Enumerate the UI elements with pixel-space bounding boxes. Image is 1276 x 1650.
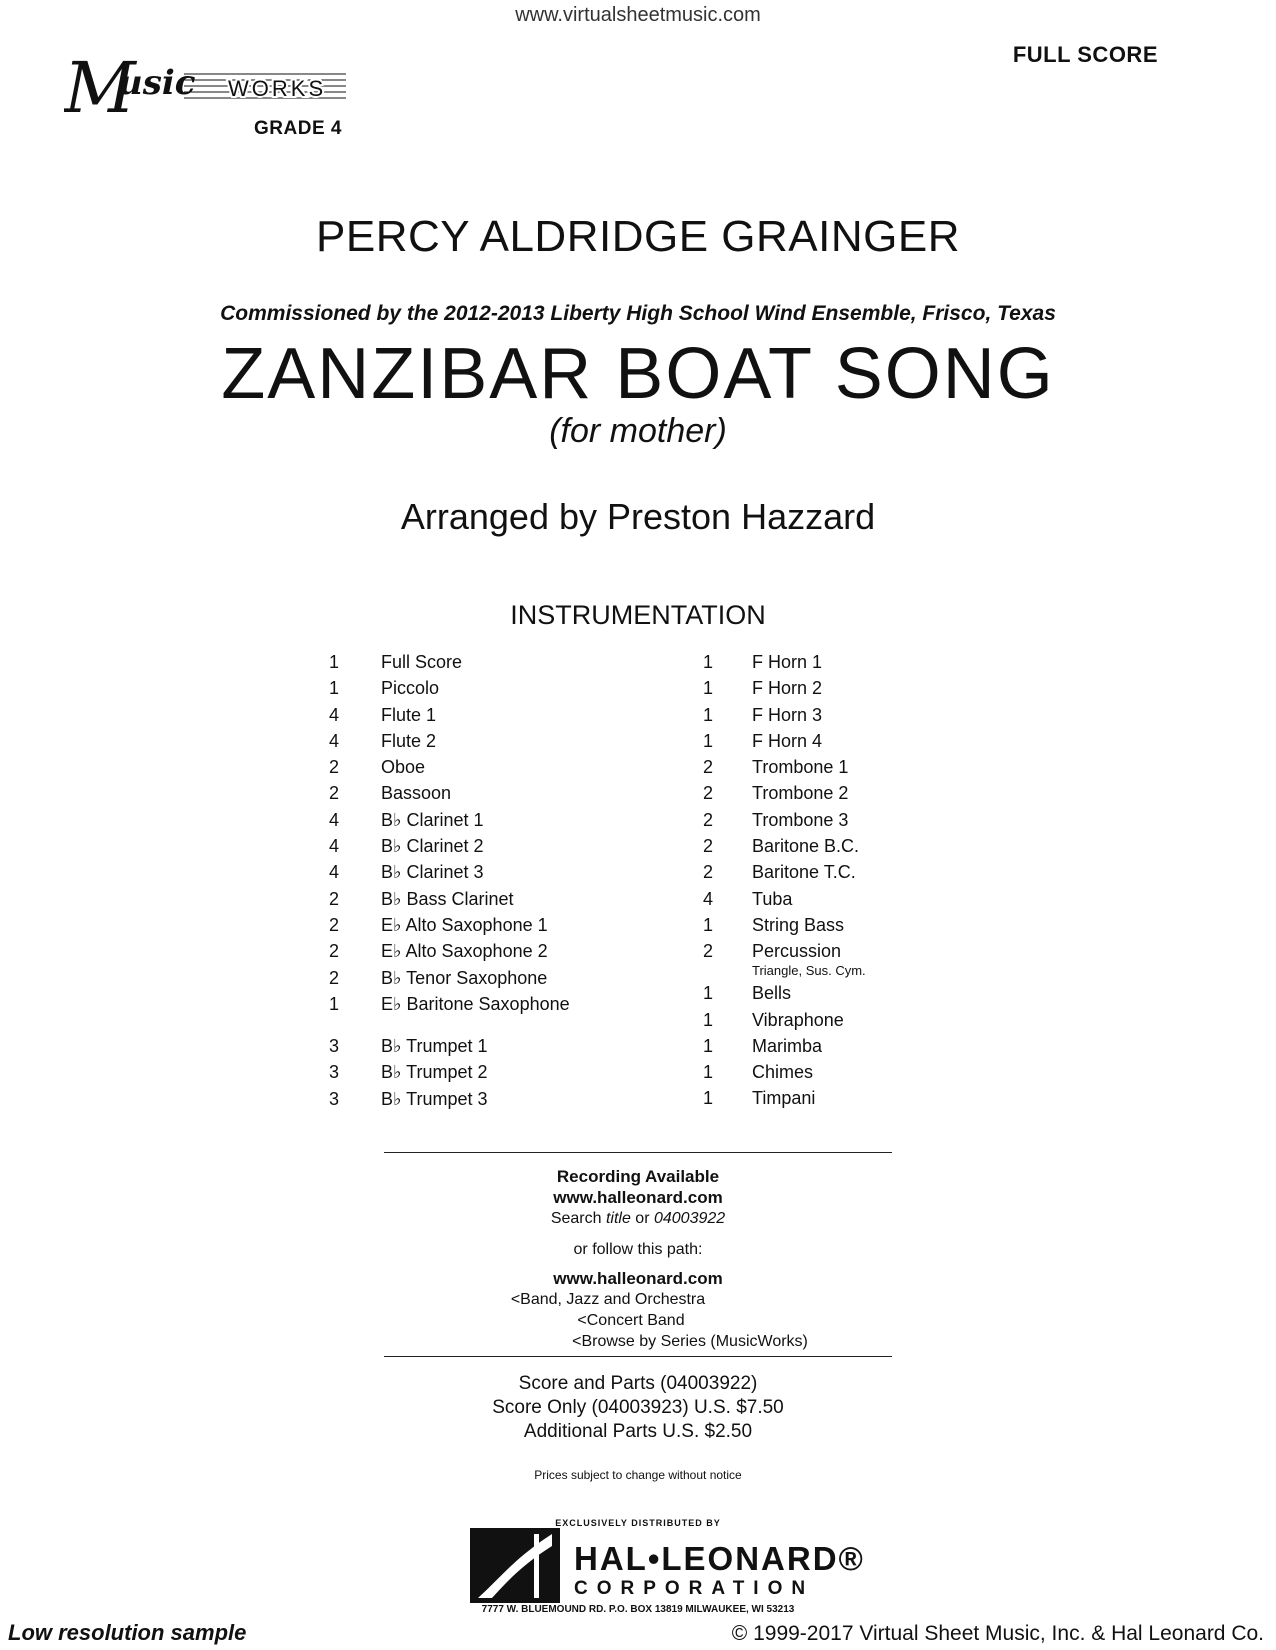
instrument-name: Baritone T.C. [752,862,856,883]
instrument-name: Trombone 3 [752,809,849,830]
instrument-row [324,705,654,731]
instrument-name: Vibraphone [752,1009,844,1030]
instrument-row [324,757,654,783]
instrument-name: B♭ Trumpet 3 [381,1088,488,1109]
instrument-name: Marimba [752,1035,823,1056]
search-prefix: Search [550,1210,606,1227]
instrument-name: F Horn 2 [752,678,823,699]
dedication: (for mother) [549,412,727,450]
instrument-row [698,652,998,678]
instrument-name: Piccolo [381,678,440,699]
instrument-name: B♭ Clarinet 2 [381,836,484,857]
instrument-qty: 1 [702,983,713,1004]
instrument-qty: 2 [328,783,339,804]
instrument-qty: 1 [702,652,713,672]
instrument-name: B♭ Clarinet 3 [381,862,484,883]
path-step-3: <Browse by Series (MusicWorks) [572,1333,808,1350]
low-res-notice: Low resolution sample [8,1620,247,1645]
instrument-name: Baritone B.C. [752,836,860,857]
instrument-qty: 2 [328,967,339,988]
instrument-name: B♭ Bass Clarinet [381,888,514,909]
instrument-name: String Bass [752,914,845,935]
instrument-qty: 1 [328,678,339,699]
commission-note: Commissioned by the 2012-2013 Liberty High School Wind Ensemble, Frisco, Texas [220,302,1056,325]
instrument-name: Flute 1 [381,704,437,725]
instrument-qty: 2 [702,783,713,804]
recording-url-2[interactable]: www.halleonard.com [553,1269,723,1288]
instrument-name: B♭ Clarinet 1 [381,809,484,830]
instrumentation-list-right [698,652,998,1115]
instrument-name: Bassoon [381,783,452,804]
instrument-name: Oboe [381,757,426,778]
instrument-qty: 2 [328,914,339,935]
divider-bottom [384,1356,892,1357]
distribution-label: EXCLUSIVELY DISTRIBUTED BY [555,1518,721,1528]
instrument-qty: 2 [328,941,339,962]
instrument-name: F Horn 1 [752,652,823,672]
instrument-qty: 2 [328,757,339,778]
instrument-row [324,836,654,862]
instrument-row [698,731,998,757]
search-or: or [630,1210,654,1227]
search-code: 04003922 [653,1210,726,1227]
instrument-name: Tuba [752,888,793,909]
instrument-name: Percussion [752,941,842,962]
instrument-row [324,652,654,678]
instrument-row [324,1089,654,1115]
instrument-qty: 2 [702,757,713,778]
edition-label: FULL SCORE [1012,42,1158,67]
instrument-row [698,941,998,983]
instrument-row [324,968,654,994]
instrument-name: Trombone 2 [752,783,849,804]
search-title-word: title [605,1210,631,1227]
instrument-qty: 1 [702,914,713,935]
price-notice: Prices subject to change without notice [534,1468,742,1482]
instrument-name: Flute 2 [381,730,437,751]
instrument-row [698,810,998,836]
recording-info [0,1166,1276,1352]
instrument-qty: 2 [702,809,713,830]
price-line-3: Additional Parts U.S. $2.50 [523,1421,753,1442]
instrument-name: Bells [752,983,792,1004]
instrument-name: Chimes [752,1062,814,1083]
instrument-qty: 1 [328,993,339,1014]
instrument-name: E♭ Baritone Saxophone [381,993,570,1014]
instrument-name: F Horn 4 [752,730,823,751]
instrument-qty: 4 [328,862,339,883]
instrument-qty: 1 [702,730,713,751]
path-step-2: <Concert Band [577,1312,685,1329]
instrument-row [698,1062,998,1088]
instrument-row [698,836,998,862]
piece-title: ZANZIBAR BOAT SONG [221,334,1055,414]
instrument-row [324,941,654,967]
instrument-name: Full Score [381,652,463,672]
instrument-qty: 1 [328,652,339,672]
source-url: www.virtualsheetmusic.com [515,4,761,26]
instrument-row [324,889,654,915]
svg-text:usic: usic [118,63,196,103]
instrument-qty: 2 [328,888,339,909]
instrument-row [324,915,654,941]
instrument-qty: 3 [328,1062,339,1083]
instrument-row [698,705,998,731]
follow-path-note: or follow this path: [573,1241,703,1258]
instrument-qty: 4 [328,704,339,725]
instrument-row [698,678,998,704]
instrument-qty: 4 [328,809,339,830]
instrument-row [324,731,654,757]
instrument-subtitle: Triangle, Sus. Cym. [752,963,866,979]
instrument-name: E♭ Alto Saxophone 1 [381,914,548,935]
search-hint [0,1208,1276,1229]
instrument-qty: 4 [702,888,713,909]
instrumentation-list-left [324,652,654,1115]
instrument-qty: 3 [328,1036,339,1057]
instrument-qty: 2 [702,941,713,962]
list-spacer [324,1020,654,1036]
pricing-block [0,1372,1276,1444]
publisher-corporation: CORPORATION [574,1578,815,1599]
instrument-qty: 1 [702,1035,713,1056]
instrument-name: Trombone 1 [752,757,849,778]
instrument-row [698,983,998,1009]
instrument-row [698,862,998,888]
instrument-row [698,1036,998,1062]
instrument-row [324,994,654,1020]
recording-url[interactable]: www.halleonard.com [553,1188,723,1207]
publisher-address: 7777 W. BLUEMOUND RD. P.O. BOX 13819 MILWAUKEE, WI 53213 [481,1604,795,1615]
instrument-qty: 4 [328,836,339,857]
instrument-qty: 1 [702,1009,713,1030]
instrument-row [698,1088,998,1114]
divider-top [384,1152,892,1153]
instrument-row [324,783,654,809]
instrument-row [324,678,654,704]
instrument-name: B♭ Trumpet 2 [381,1062,488,1083]
instrument-qty: 1 [702,1088,713,1109]
copyright-notice: © 1999-2017 Virtual Sheet Music, Inc. & Hal Leonard Co. [731,1622,1264,1645]
instrument-name: B♭ Trumpet 1 [381,1036,488,1057]
instrument-row [324,810,654,836]
price-line-1: Score and Parts (04003922) [518,1373,758,1394]
instrument-name: Timpani [752,1088,816,1109]
composer-name: PERCY ALDRIDGE GRAINGER [316,212,960,261]
instrument-row [698,1010,998,1036]
instrument-row [698,757,998,783]
instrument-qty: 1 [702,1062,713,1083]
recording-heading: Recording Available [556,1167,720,1186]
instrument-qty: 3 [328,1088,339,1109]
grade-label: GRADE 4 [254,118,342,139]
svg-text:M: M [64,47,136,129]
instrument-row [324,1062,654,1088]
instrument-row [324,1036,654,1062]
instrument-row [698,783,998,809]
instrument-qty: 4 [328,730,339,751]
publisher-name: HAL•LEONARD® [574,1540,865,1577]
path-step-1: <Band, Jazz and Orchestra [510,1291,706,1308]
instrument-row [324,862,654,888]
svg-text:WORKS: WORKS [228,76,327,101]
instrument-name: B♭ Tenor Saxophone [381,967,548,988]
instrument-name: F Horn 3 [752,704,823,725]
instrument-qty: 1 [702,678,713,699]
instrument-row [698,889,998,915]
price-line-2: Score Only (04003923) U.S. $7.50 [492,1397,784,1418]
instrument-qty: 1 [702,704,713,725]
instrument-qty: 2 [702,862,713,883]
instrument-row [698,915,998,941]
arranger-credit: Arranged by Preston Hazzard [400,496,876,537]
instrument-name: E♭ Alto Saxophone 2 [381,941,548,962]
instrumentation-heading: INSTRUMENTATION [510,600,766,630]
instrument-qty: 2 [702,836,713,857]
